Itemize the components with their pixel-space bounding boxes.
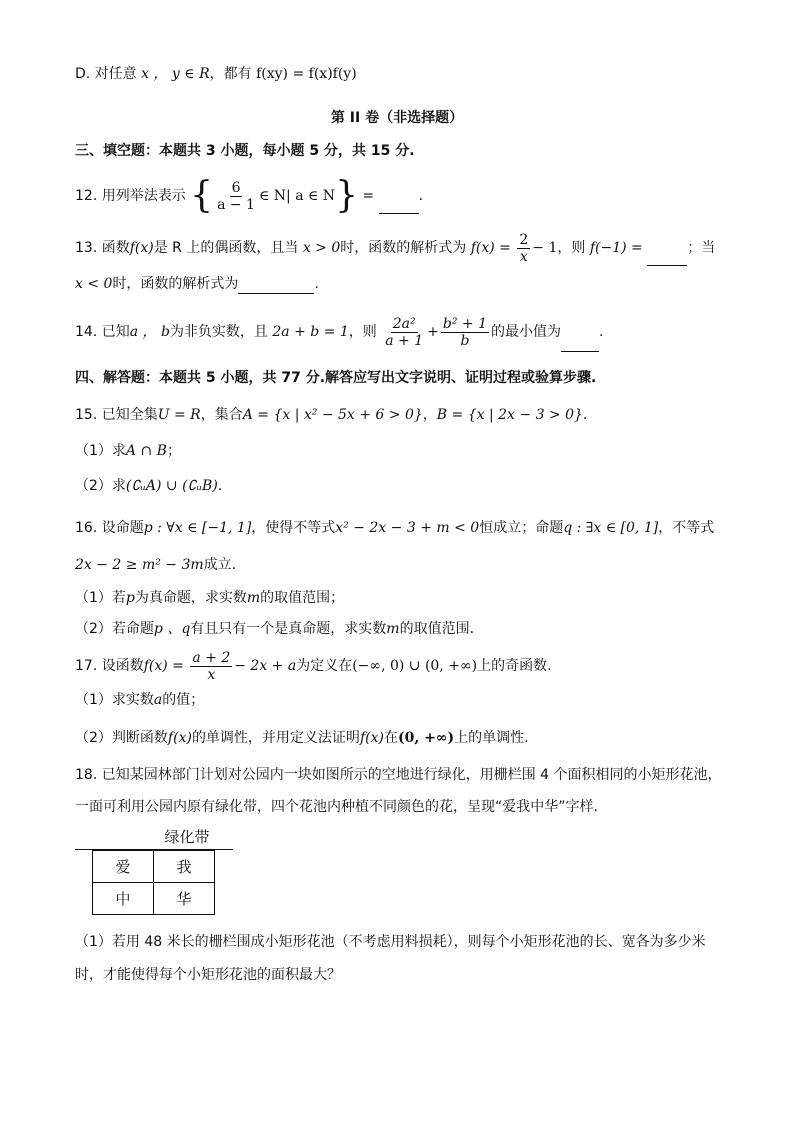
q13-answer-blank-2[interactable] [238,279,314,294]
q12-fraction: $\frac{6}{a - 1}$ [217,179,255,213]
q14-fraction-1: $\frac{\text{2a²}}{a + 1}$ [385,315,424,349]
question-16-stem-line-1: 16. 设命题p : ∀x ∈ [−1, 1]，使得不等式x² − 2x − 3 + m < 0恒成立；命题q : ∃x ∈ [0, 1]，不等式 [75,520,715,536]
part-4-heading: 四、解答题：本题共 5 小题，共 77 分.解答应写出文字说明、证明过程或验算步骤. [75,370,597,386]
question-15-part-1: （1）求A ∩ B； [75,443,181,459]
q13-answer-blank-1[interactable] [647,251,687,266]
option-d-formula: f(xy) = f(x)f(y) [256,66,357,82]
question-18-part-1-line-1: （1）若用 48 米长的栅栏围成小矩形花池（不考虑用料损耗），则每个小矩形花池的长、宽各为多少米 [75,934,706,950]
question-17-part-2: （2）判断函数f(x)的单调性，并用定义法证明f(x)在(0, +∞)上的单调性. [75,730,529,746]
question-13-line-1: 13. 函数f(x)是 R 上的偶函数，且当 x > 0时，函数的解析式为 f(x) = $\frac{2}{x}$ − 1，则 f(−1) = ；当 [75,231,716,265]
question-15-stem: 15. 已知全集U = R，集合A = {x | x² − 5x + 6 > 0}，B = {x | 2x − 3 > 0}. [75,407,588,423]
flower-bed-cell: 爱 [93,851,154,883]
question-14: 14. 已知a ， b为非负实数，且 2a + b = 1，则 $\frac{\text{2a²}}{a + 1}$ + $\frac{\text{b² + 1}}{b}$ 的最小值为 . [75,312,603,352]
question-12: 12. 用列举法表示 { $\frac{6}{a - 1}$ ∈ N| a ∈ N} = . [75,175,424,216]
option-d-vars: x ， y ∈ R [141,66,210,82]
question-16-part-2: （2）若命题p 、q有且只有一个是真命题，求实数m的取值范围. [75,621,475,637]
question-18-line-1: 18. 已知某园林部门计划对公园内一块如图所示的空地进行绿化，用栅栏围 4 个面积相同的小矩形花池， [75,767,722,783]
question-16-stem-line-2: 2x − 2 ≥ m² − 3m成立. [75,557,237,573]
flower-bed-cell: 华 [154,883,215,915]
section-2-title: 第 II 卷（非选择题） [330,110,464,126]
q12-set-tail: ∈ N| a ∈ N [258,188,336,204]
question-18-part-1-line-2: 时，才能使得每个小矩形花池的面积最大？ [75,967,341,983]
flower-bed-cell: 中 [93,883,154,915]
right-brace-icon: } [335,175,358,216]
q13-fraction: $\frac{2}{x}$ [519,231,529,265]
left-brace-icon: { [190,175,214,216]
option-d [75,64,357,84]
green-belt-label: 绿化带 [164,828,210,846]
part-3-heading: 三、填空题：本题共 3 小题，每小题 5 分，共 15 分. [75,143,415,159]
q17-fraction: $\frac{a + 2}{x}$ [192,649,231,683]
q14-fraction-2: $\frac{\text{b² + 1}}{b}$ [442,315,487,349]
option-d-tail: ，都有 [209,66,252,82]
flower-bed-cell: 我 [154,851,215,883]
option-d-label: D. 对任意 [75,66,137,82]
question-18-line-2: 一面可利用公园内原有绿化带，四个花池内种植不同颜色的花，呈现“爱我中华”字样. [75,799,598,815]
question-16-part-1: （1）若p为真命题，求实数m的取值范围； [75,590,345,606]
question-17-part-1: （1）求实数a的值； [75,692,205,708]
question-13-line-2: x < 0时，函数的解析式为 . [75,276,319,292]
flower-bed-grid [92,850,215,915]
q12-answer-blank[interactable] [379,199,419,214]
question-15-part-2: （2）求(∁ᵤA) ∪ (∁ᵤB). [75,478,223,494]
q12-equals: = [362,188,375,204]
q12-prefix: 12. 用列举法表示 [75,188,186,204]
question-17-stem: 17. 设函数f(x) = $\frac{a + 2}{x}$ − 2x + a为定义在(−∞, 0) ∪ (0, +∞)上的奇函数. [75,649,552,683]
q14-answer-blank[interactable] [561,337,599,352]
